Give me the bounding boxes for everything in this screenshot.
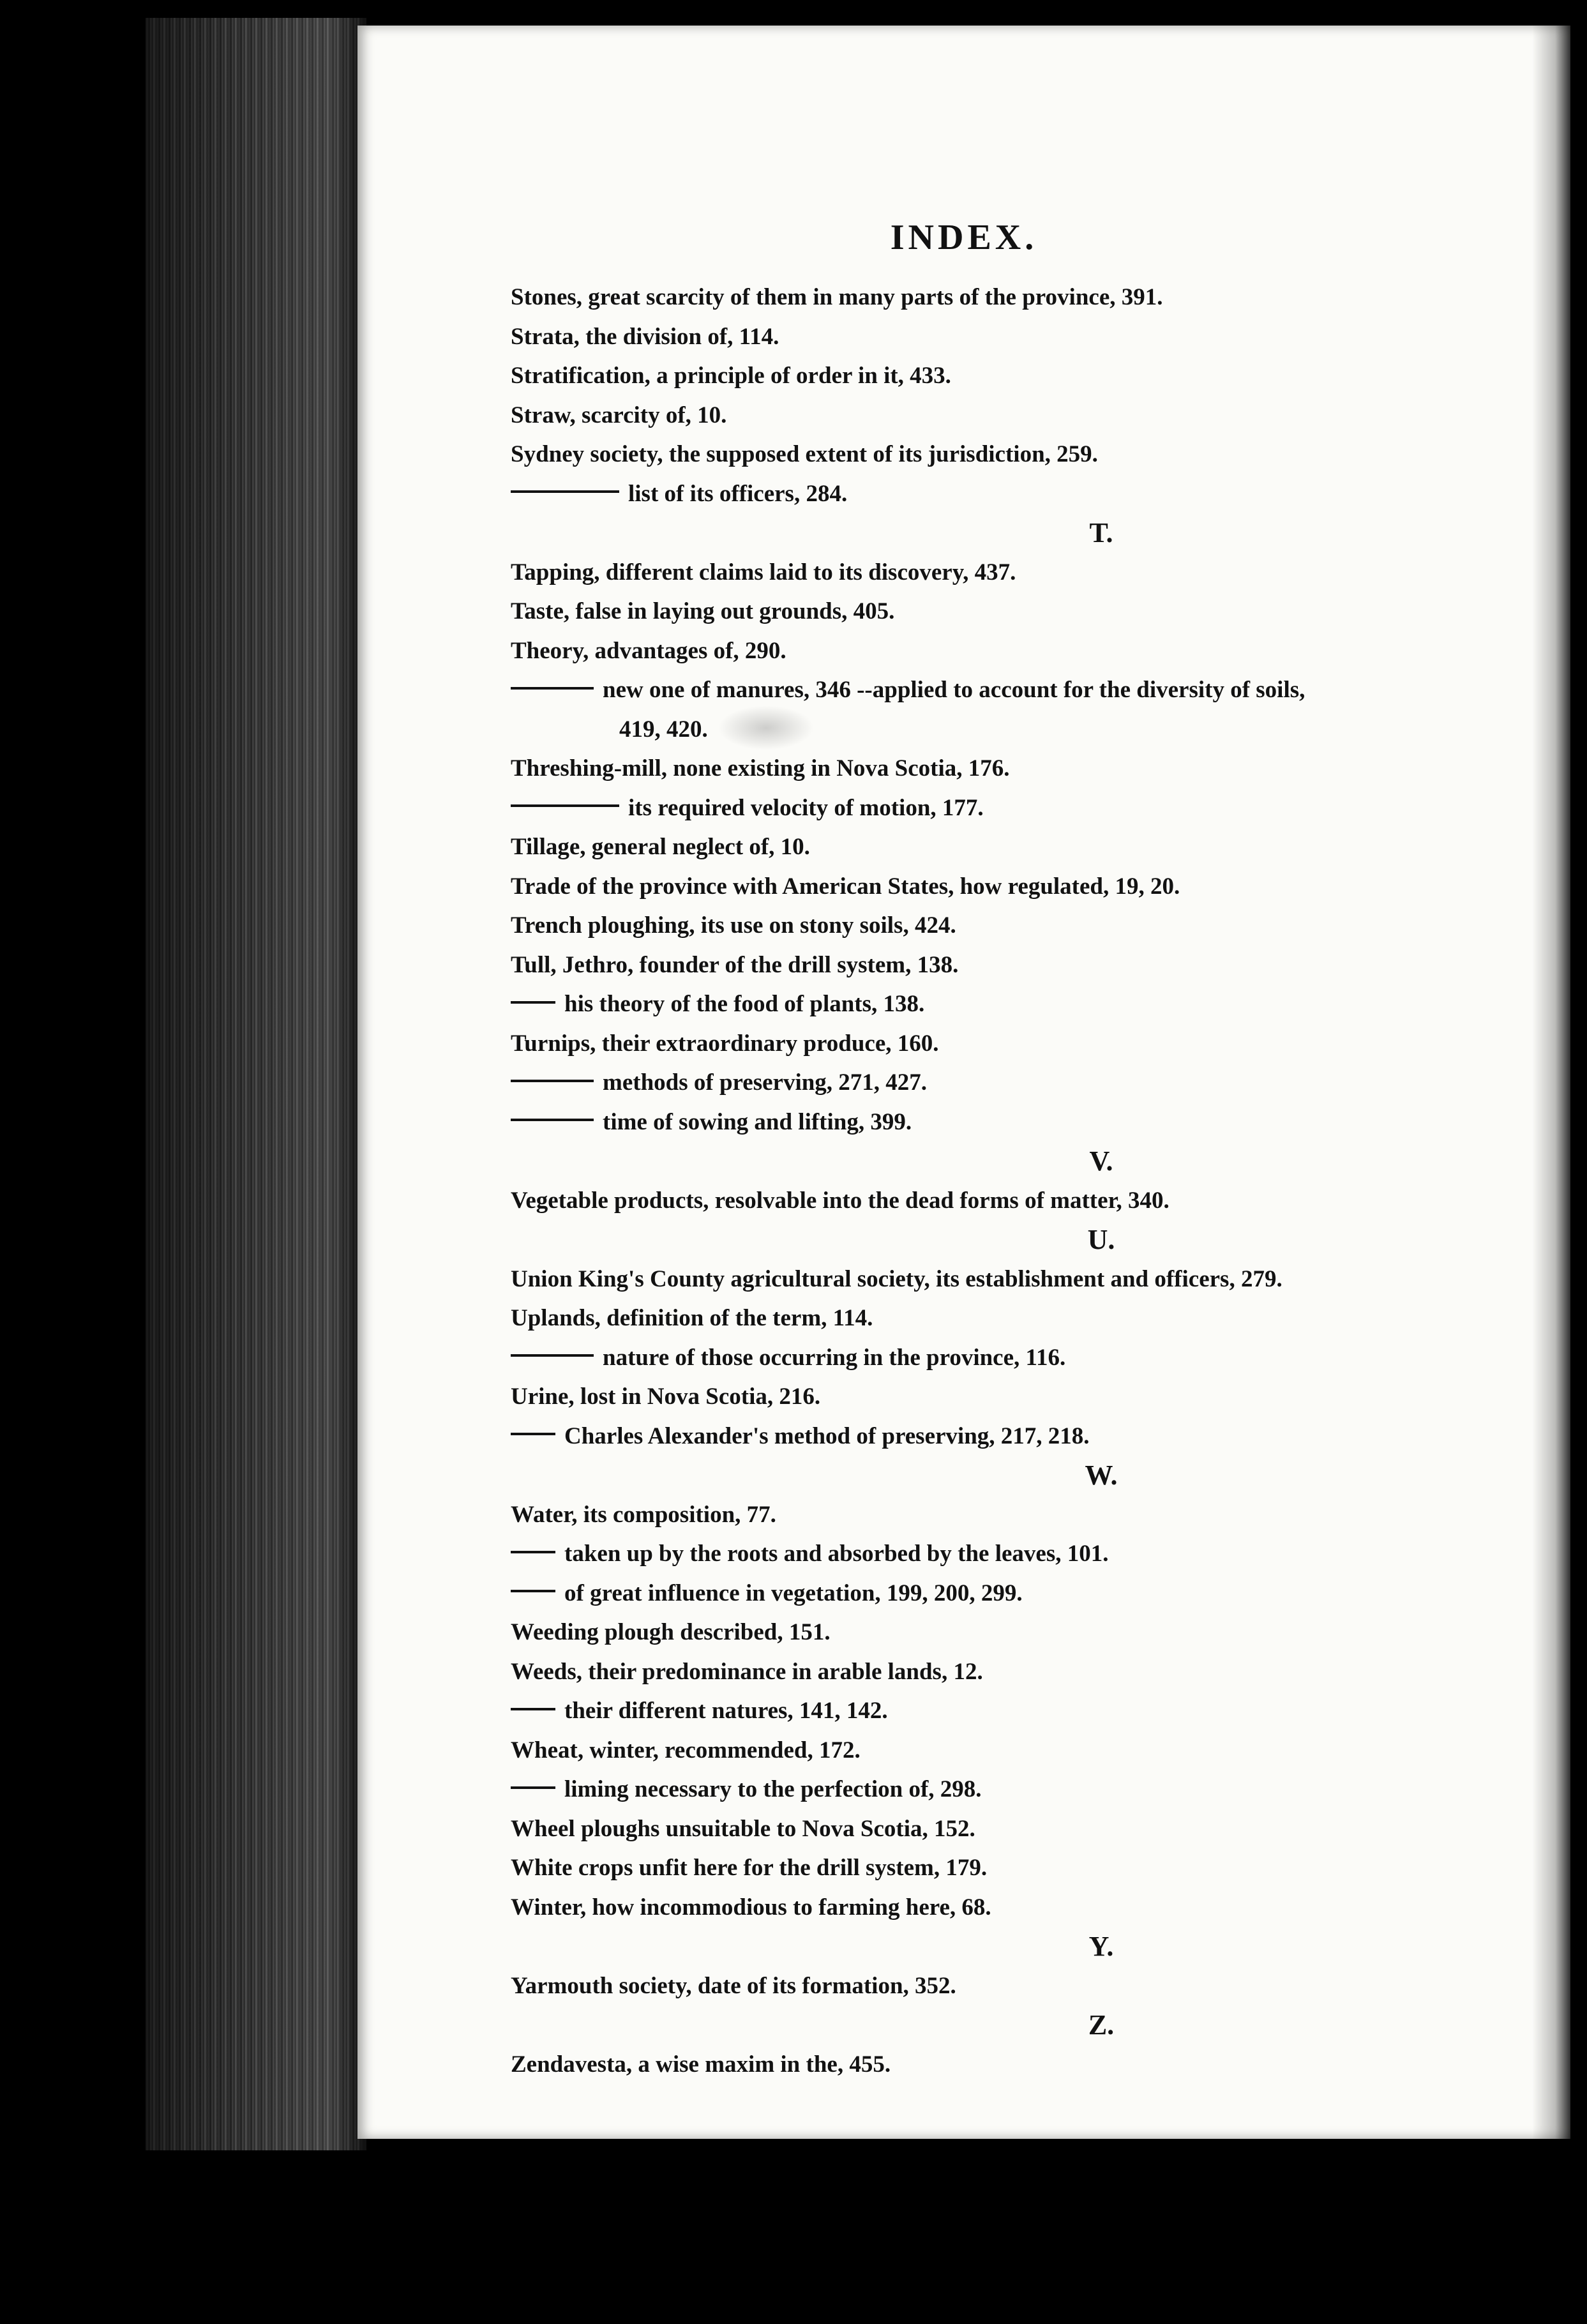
ditto-dash (511, 490, 619, 493)
index-entry-text: Strata, the division of, 114. (511, 323, 779, 350)
index-entry-text: Tapping, different claims laid to its discovery, 437. (511, 559, 1016, 585)
section-letter-text: W. (1085, 1460, 1118, 1491)
index-entry (511, 1809, 1545, 1849)
index-entry (511, 867, 1545, 907)
index-entry-text: Straw, scarcity of, 10. (511, 402, 727, 428)
index-subentry (511, 788, 1545, 828)
index-entry-text: Threshing-mill, none existing in Nova Scotia, 176. (511, 755, 1010, 781)
index-entry-text: Taste, false in laying out grounds, 405. (511, 598, 895, 624)
ditto-dash (511, 1551, 555, 1553)
index-entry (511, 1181, 1545, 1221)
index-entry (511, 1024, 1545, 1064)
index-entry-text: methods of preserving, 271, 427. (603, 1069, 928, 1096)
index-subentry (511, 1770, 1545, 1809)
section-letter (511, 1220, 1545, 1260)
section-letter-text: Y. (1088, 1931, 1114, 1962)
index-entry (511, 396, 1545, 435)
ditto-dash (511, 1590, 555, 1592)
index-subentry (511, 1574, 1545, 1613)
section-letter-text: T. (1089, 517, 1113, 548)
index-subentry (511, 1534, 1545, 1574)
index-entry (511, 1731, 1545, 1770)
index-entry (511, 553, 1545, 592)
index-entry-text: 419, 420. (619, 716, 708, 743)
ditto-dash (511, 1119, 594, 1121)
index-entry (511, 592, 1545, 631)
ditto-dash (511, 1001, 555, 1004)
section-letter-text: V. (1089, 1145, 1113, 1177)
index-entry-text: Charles Alexander's method of preserving, 217, 218. (564, 1422, 1090, 1449)
index-entry-text: Winter, how incommodious to farming here, 68. (511, 1894, 991, 1920)
index-entry-text: Theory, advantages of, 290. (511, 637, 786, 664)
index-subentry (511, 474, 1545, 514)
page-title: INDEX. (890, 218, 1038, 257)
index-entry-text: liming necessary to the perfection of, 298. (564, 1776, 982, 1802)
index-entry-text: Zendavesta, a wise maxim in the, 455. (511, 2051, 891, 2078)
index-subentry (511, 1338, 1545, 1378)
ditto-dash (511, 804, 619, 807)
index-subentry (511, 1063, 1545, 1103)
index-entry (511, 1848, 1545, 1888)
section-letter (511, 1456, 1545, 1495)
section-letter (511, 513, 1545, 553)
index-entry (511, 1377, 1545, 1417)
index-entry (511, 435, 1545, 474)
index-entry-text: Yarmouth society, date of its formation, 352. (511, 1972, 956, 1999)
ditto-dash (511, 1433, 555, 1435)
index-entry (511, 2045, 1545, 2085)
index-entry-text: time of sowing and lifting, 399. (603, 1108, 912, 1135)
index-entry (511, 317, 1545, 357)
section-letter (511, 2005, 1545, 2045)
index-entry-text: new one of manures, 346 --applied to account for the diversity of soils, (603, 677, 1305, 703)
index-entry-text: Sydney society, the supposed extent of its jurisdiction, 259. (511, 441, 1098, 467)
index-entry (511, 1260, 1545, 1299)
index-entry-text: Weeds, their predominance in arable lands, 12. (511, 1658, 983, 1685)
book-page-edges (146, 18, 366, 2150)
index-entry-text: Tull, Jethro, founder of the drill system, 138. (511, 951, 959, 978)
ditto-dash (511, 1708, 555, 1710)
ditto-dash (511, 687, 594, 690)
index-entry (511, 1888, 1545, 1928)
index-entry-text: Union King's County agricultural society, its establishment and officers, 279. (511, 1265, 1282, 1292)
index-subentry (511, 985, 1545, 1024)
index-entry-continuation (511, 710, 1545, 750)
index-entry (511, 906, 1545, 946)
ditto-dash (511, 1354, 594, 1357)
index-entry-text: Stones, great scarcity of them in many parts of the province, 391. (511, 284, 1163, 310)
index-list (511, 278, 1545, 2084)
index-entry-text: Stratification, a principle of order in it, 433. (511, 363, 951, 389)
index-subentry (511, 1417, 1545, 1456)
index-entry-text: Urine, lost in Nova Scotia, 216. (511, 1384, 821, 1410)
index-entry (511, 946, 1545, 985)
index-entry (511, 356, 1545, 396)
section-letter (511, 1142, 1545, 1181)
index-entry-text: list of its officers, 284. (628, 480, 848, 507)
index-entry-text: Tillage, general neglect of, 10. (511, 834, 810, 860)
index-entry (511, 278, 1545, 317)
index-entry (511, 1299, 1545, 1338)
index-entry-text: Uplands, definition of the term, 114. (511, 1305, 873, 1331)
index-entry-text: his theory of the food of plants, 138. (564, 991, 925, 1017)
index-entry-text: taken up by the roots and absorbed by the leaves, 101. (564, 1541, 1109, 1567)
index-entry-text: Wheat, winter, recommended, 172. (511, 1737, 861, 1763)
index-entry-text: Water, its composition, 77. (511, 1501, 776, 1528)
index-entry (511, 749, 1545, 788)
index-entry-text: Trade of the province with American States, how regulated, 19, 20. (511, 873, 1180, 900)
index-subentry (511, 670, 1545, 710)
index-entry-text: of great influence in vegetation, 199, 200, 299. (564, 1580, 1023, 1606)
index-entry-text: Vegetable products, resolvable into the dead forms of matter, 340. (511, 1187, 1170, 1214)
index-entry-text: Trench ploughing, its use on stony soils, 424. (511, 912, 956, 939)
index-entry-text: its required velocity of motion, 177. (628, 794, 984, 821)
section-letter-text: Z. (1088, 2009, 1115, 2041)
index-entry (511, 827, 1545, 867)
ditto-dash (511, 1786, 555, 1789)
index-entry (511, 1652, 1545, 1692)
index-subentry (511, 1103, 1545, 1142)
section-letter (511, 1927, 1545, 1966)
ditto-dash (511, 1080, 594, 1082)
index-entry (511, 1613, 1545, 1652)
index-entry-text: nature of those occurring in the province, 116. (603, 1344, 1066, 1371)
index-entry (511, 1966, 1545, 2006)
index-entry-text: Weeding plough described, 151. (511, 1619, 831, 1645)
index-entry-text: their different natures, 141, 142. (564, 1698, 888, 1724)
index-entry-text: Wheel ploughs unsuitable to Nova Scotia, 152. (511, 1815, 975, 1842)
index-entry-text: Turnips, their extraordinary produce, 160. (511, 1030, 939, 1057)
index-subentry (511, 1691, 1545, 1731)
index-entry (511, 631, 1545, 671)
index-entry-text: White crops unfit here for the drill system, 179. (511, 1855, 988, 1881)
index-entry (511, 1495, 1545, 1535)
section-letter-text: U. (1087, 1224, 1115, 1255)
index-page (357, 26, 1570, 2139)
